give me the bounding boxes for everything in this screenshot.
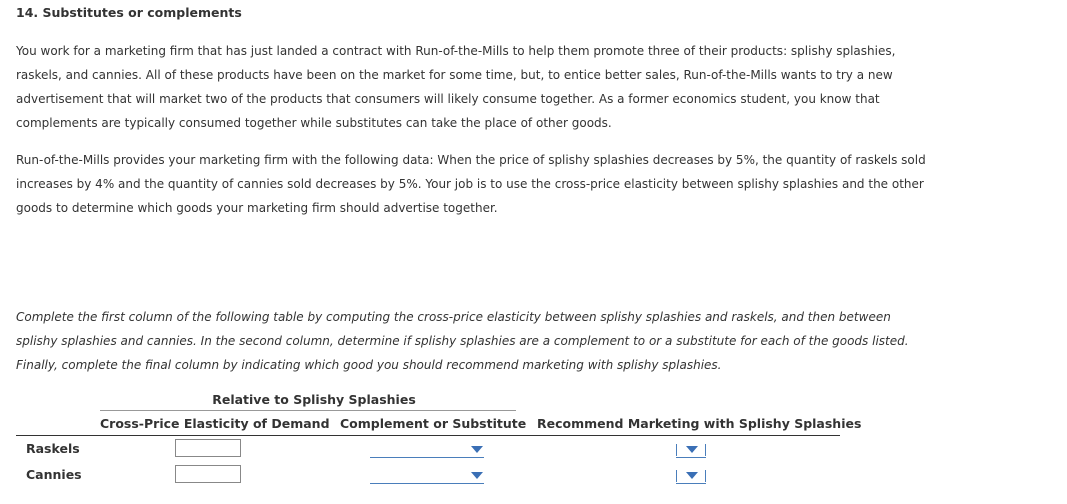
dropdown-left-bar — [676, 470, 677, 482]
intro-paragraph: You work for a marketing firm that has just landed a contract with Run-of-the-Mills to help them promote three of their products: splishy splashies, raskels, and cannies. All of these products have been on the market for some time, but, to entice better sales, Run-of-the-Mills wants to try a new advertisement that will market two of the products that consumers will likely consume together. As a former economics student, you know that complements are typically consumed together while substitutes can take the place of other goods. — [16, 44, 896, 130]
cannies-elasticity-input[interactable] — [175, 465, 241, 483]
raskels-recommend-dropdown[interactable] — [676, 439, 706, 458]
group-header: Relative to Splishy Splashies — [212, 392, 416, 407]
cannies-relation-dropdown[interactable] — [370, 465, 484, 484]
instructions-paragraph: Complete the first column of the following table by computing the cross-price elasticity between splishy splashies and raskels, and then between splishy splashies and cannies. In the second column, determine if splishy splashies are a complement to or a substitute for each of the goods listed. Finally, complete the final column by indicating which good you should recommend marketing with splishy splashies. — [16, 310, 909, 372]
header-divider — [16, 435, 840, 436]
raskels-elasticity-input[interactable] — [175, 439, 241, 457]
row-label-raskels: Raskels — [26, 441, 80, 456]
dropdown-left-bar — [676, 444, 677, 456]
data-paragraph: Run-of-the-Mills provides your marketing firm with the following data: When the price of splishy splashies decreases by 5%, the quantity of raskels sold increases by 4% and the quantity of cannies sold decreases by 5%. Your job is to use the cross-price elasticity between splishy splashies and the other goods to determine which goods your marketing firm should advertise together. — [16, 153, 926, 215]
elasticity-table — [16, 388, 1056, 498]
triangle-down-icon — [686, 446, 698, 453]
group-header-divider — [100, 410, 516, 411]
triangle-down-icon — [686, 472, 698, 479]
column-header-elasticity: Cross-Price Elasticity of Demand — [100, 416, 330, 431]
dropdown-right-bar — [705, 470, 706, 482]
question-title: 14. Substitutes or complements — [16, 5, 242, 20]
triangle-down-icon — [471, 446, 483, 453]
dropdown-right-bar — [705, 444, 706, 456]
triangle-down-icon — [471, 472, 483, 479]
raskels-relation-dropdown[interactable] — [370, 439, 484, 458]
row-label-cannies: Cannies — [26, 467, 82, 482]
column-header-relation: Complement or Substitute — [340, 416, 527, 431]
column-header-recommend: Recommend Marketing with Splishy Splashies — [537, 416, 862, 431]
cannies-recommend-dropdown[interactable] — [676, 465, 706, 484]
